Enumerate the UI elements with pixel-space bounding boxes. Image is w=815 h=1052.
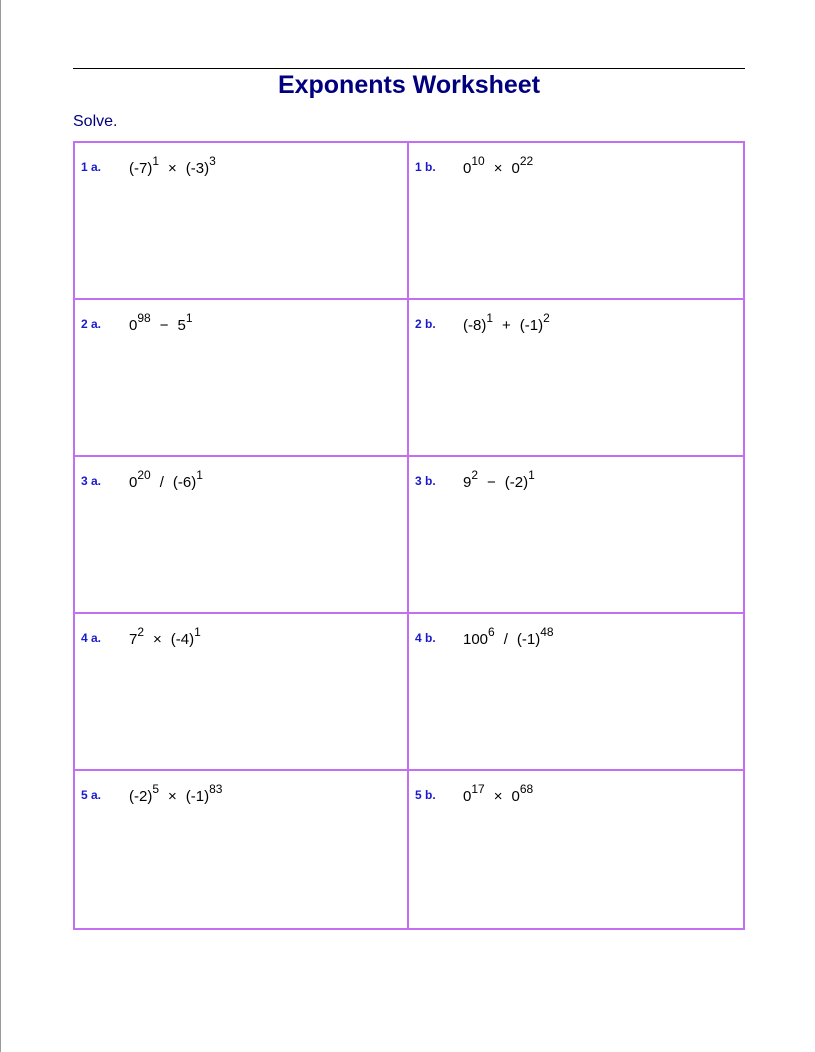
worksheet-title: Exponents Worksheet (277, 71, 541, 99)
problem-grid (73, 141, 745, 930)
problem-expression: $7^2 \times (-4)^1$ (129, 625, 201, 648)
problem-expression: $(-8)^1 + (-1)^2$ (463, 311, 550, 334)
problem-expression: $(-7)^1 \times (-3)^3$ (129, 154, 216, 177)
problem-expression: $0^{10} \times 0^{22}$ (463, 154, 534, 177)
problem-number: 5 b. (415, 788, 436, 802)
page-edge (0, 0, 1, 1052)
problem-number: 4 b. (415, 631, 436, 645)
problem-expression: $(-2)^5 \times (-1)^{83}$ (129, 782, 223, 805)
problem-cell[interactable] (75, 771, 409, 928)
problem-expression: $100^6 / (-1)^{48}$ (463, 625, 554, 648)
problem-number: 4 a. (81, 631, 102, 645)
problem-number: 3 a. (81, 474, 102, 488)
problem-number: 1 b. (415, 160, 436, 174)
problem-cell[interactable] (409, 614, 743, 771)
problem-expression: $0^{20} / (-6)^1$ (129, 468, 203, 491)
problem-cell[interactable] (75, 614, 409, 771)
problem-expression: $9^2 - (-2)^1$ (463, 468, 535, 491)
problem-cell[interactable] (409, 143, 743, 300)
problem-cell[interactable] (75, 457, 409, 614)
problem-number: 2 b. (415, 317, 436, 331)
instructions: Solve. (73, 113, 118, 130)
problem-cell[interactable] (409, 300, 743, 457)
problem-expression: $0^{98} - 5^1$ (129, 311, 193, 334)
problem-number: 3 b. (415, 474, 436, 488)
problem-cell[interactable] (75, 300, 409, 457)
problem-number: 1 a. (81, 160, 102, 174)
problem-expression: $0^{17} \times 0^{68}$ (463, 782, 534, 805)
problem-number: 5 a. (81, 788, 102, 802)
problem-cell[interactable] (75, 143, 409, 300)
header-rule (73, 68, 745, 69)
problem-cell[interactable] (409, 457, 743, 614)
problem-number: 2 a. (81, 317, 102, 331)
problem-cell[interactable] (409, 771, 743, 928)
